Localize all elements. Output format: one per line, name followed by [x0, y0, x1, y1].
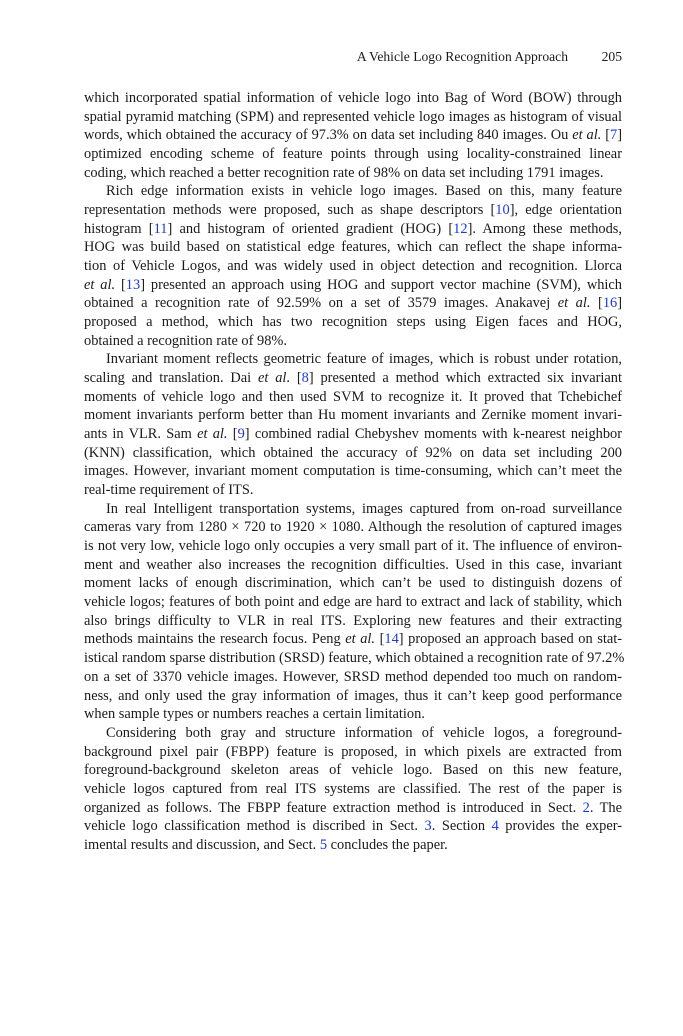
- text-span: In real Intelligent transportation systems, images captured from on-road surveillance: [106, 500, 622, 517]
- text-line: [84, 817, 622, 836]
- text-line: [84, 108, 622, 127]
- italic-text: et al.: [197, 426, 228, 443]
- citation-link[interactable]: 5: [319, 836, 328, 853]
- text-span: ment and weather also increases the recognition difficulties. Used in this case, invariant: [84, 556, 622, 573]
- citation-link[interactable]: 9: [237, 426, 245, 443]
- text-span: moment invariants perform better than Hu moment invariants and Zernike moment invari-: [84, 407, 622, 424]
- citation-link[interactable]: 3: [424, 818, 432, 835]
- text-line: [84, 164, 622, 183]
- text-line: [84, 332, 622, 351]
- text-span: [: [227, 426, 238, 443]
- text-span: Invariant moment reflects geometric feature of images, which is robust under rotation,: [106, 351, 622, 368]
- text-span: ants in VLR. Sam: [84, 426, 198, 443]
- text-span: ness, and only used the gray information of images, thus it can’t keep good performance: [84, 687, 622, 704]
- text-span: concludes the paper.: [327, 836, 448, 853]
- text-span: images. However, invariant moment computation is time-consuming, which can’t meet the: [84, 463, 622, 480]
- text-line: [84, 89, 622, 108]
- text-span: ], edge orientation: [509, 202, 622, 219]
- text-line: [84, 425, 622, 444]
- text-line: [84, 126, 622, 145]
- text-span: representation methods were proposed, such as shape descriptors [: [84, 202, 496, 219]
- text-span: ] presented an approach using HOG and support vector machine (SVM), which: [140, 276, 622, 293]
- text-span: ] presented a method which extracted six invariant: [308, 370, 622, 387]
- text-line: [84, 612, 622, 631]
- text-span: ]: [617, 127, 622, 144]
- text-span: [: [115, 276, 126, 293]
- text-line: [84, 350, 622, 369]
- text-line: [84, 481, 622, 500]
- text-line: [84, 724, 622, 743]
- text-line: [84, 294, 622, 313]
- text-line: [84, 780, 622, 799]
- text-line: [84, 687, 622, 706]
- text-line: [84, 743, 622, 762]
- text-line: [84, 276, 622, 295]
- text-span: ] and histogram of oriented gradient (HOG) [: [167, 220, 454, 237]
- text-span: moment lacks of enough discrimination, which can’t be used to distinguish dozens of: [84, 575, 622, 592]
- text-line: [84, 630, 622, 649]
- running-head: [84, 49, 622, 67]
- text-span: coding, which reached a better recognition rate of 98% on data set including 1791 images.: [84, 164, 604, 181]
- text-line: [84, 257, 622, 276]
- text-span: background pixel pair (FBPP) feature is proposed, in which pixels are extracted from: [84, 743, 622, 760]
- text-span: provides the exper-: [498, 818, 622, 835]
- paragraph: [84, 724, 622, 855]
- text-span: . [: [286, 370, 302, 387]
- text-line: [84, 388, 622, 407]
- text-line: [84, 145, 622, 164]
- paragraph: [84, 350, 622, 499]
- text-span: vehicle logos; features of both point and edge are hard to extract and lack of stability, which: [84, 594, 622, 611]
- text-line: [84, 556, 622, 575]
- text-span: also brings difficulty to VLR in real ITS. Exploring new features and their extracting: [84, 612, 622, 629]
- text-line: [84, 649, 625, 668]
- text-span: histogram [: [84, 220, 154, 237]
- text-span: [: [375, 631, 385, 648]
- text-span: [: [590, 295, 603, 312]
- text-span: foreground-background skeleton areas of vehicle logo. Based on this new feature,: [84, 762, 622, 779]
- citation-link[interactable]: 12: [453, 220, 468, 237]
- text-line: [84, 462, 622, 481]
- citation-link[interactable]: 11: [153, 220, 168, 237]
- text-span: [: [601, 127, 610, 144]
- text-span: Considering both gray and structure information of vehicle logos, a foreground-: [106, 724, 622, 741]
- text-line: [84, 836, 622, 855]
- text-line: [84, 537, 622, 556]
- text-span: imental results and discussion, and Sect.: [84, 836, 320, 853]
- text-span: moments of vehicle logo and then used SVM to recognize it. It proved that Tchebichef: [84, 388, 622, 405]
- italic-text: et al.: [557, 295, 591, 312]
- citation-link[interactable]: 8: [301, 370, 309, 387]
- text-span: ] combined radial Chebyshev moments with k-nearest neighbor: [244, 426, 623, 443]
- text-span: on a set of 3370 vehicle images. However, SRSD method depended too much on random-: [84, 668, 622, 685]
- citation-link[interactable]: 10: [495, 202, 510, 219]
- citation-link[interactable]: 14: [384, 631, 399, 648]
- text-span: . Section: [431, 818, 492, 835]
- text-span: optimized encoding scheme of feature points through using locality-constrained linear: [84, 146, 622, 163]
- text-span: obtained a recognition rate of 92.59% on a set of 3579 images. Anakavej: [84, 295, 558, 312]
- text-line: [84, 668, 622, 687]
- text-span: istical random sparse distribution (SRSD) feature, which obtained a recognition rate of 97.2%: [84, 650, 625, 667]
- body-text: [84, 89, 625, 855]
- text-span: which incorporated spatial information of vehicle logo into Bag of Word (BOW) through: [84, 90, 622, 106]
- page-number: 205: [601, 49, 622, 64]
- citation-link[interactable]: 13: [125, 276, 141, 293]
- text-span: ] proposed an approach based on stat-: [398, 631, 623, 648]
- text-line: [84, 313, 622, 332]
- citation-link[interactable]: 7: [610, 127, 618, 144]
- text-line: [84, 369, 622, 388]
- text-span: tion of Vehicle Logos, and was widely used in object detection and recognition. Llorca: [84, 258, 622, 275]
- text-span: ]: [617, 295, 623, 312]
- text-line: [84, 500, 622, 519]
- text-line: [84, 518, 622, 537]
- text-span: is not very low, vehicle logo only occupies a very small part of it. The influence of environ-: [84, 538, 622, 555]
- text-span: scaling and translation. Dai: [84, 370, 258, 387]
- text-line: [84, 705, 622, 724]
- paragraph: [84, 182, 622, 350]
- text-span: vehicle logos captured from real ITS systems are classified. The rest of the paper is: [84, 780, 622, 797]
- paragraph: [84, 89, 622, 182]
- citation-link[interactable]: 16: [602, 295, 618, 312]
- text-span: when sample types or numbers reaches a certain limitation.: [84, 706, 425, 723]
- text-span: methods maintains the research focus. Peng: [84, 631, 346, 648]
- text-line: [84, 406, 622, 425]
- italic-text: et al.: [572, 127, 602, 144]
- text-span: Rich edge information exists in vehicle logo images. Based on this, many feature: [106, 183, 622, 200]
- running-title: A Vehicle Logo Recognition Approach: [356, 49, 568, 64]
- text-span: organized as follows. The FBPP feature extraction method is introduced in Sect.: [84, 799, 583, 816]
- italic-text: et al: [257, 370, 287, 387]
- text-span: proposed a method, which has two recognition steps using Eigen faces and HOG,: [84, 314, 622, 331]
- text-span: cameras vary from 1280 × 720 to 1920 × 1080. Although the resolution of captured images: [84, 519, 622, 536]
- citation-link[interactable]: 2: [582, 799, 590, 816]
- text-span: ]. Among these methods,: [467, 220, 623, 237]
- text-span: vehicle logo classification method is discribed in Sect.: [84, 818, 425, 835]
- text-span: spatial pyramid matching (SPM) and represented vehicle logo images as histogram of visual: [84, 108, 622, 125]
- text-span: (KNN) classification, which obtained the accuracy of 92% on data set including 200: [84, 444, 622, 461]
- text-line: [84, 238, 622, 257]
- text-span: HOG was build based on statistical edge features, which can reflect the shape informa-: [84, 239, 622, 256]
- text-span: real-time requirement of ITS.: [84, 482, 254, 499]
- text-line: [84, 201, 622, 220]
- text-line: [84, 444, 622, 463]
- text-line: [84, 799, 622, 818]
- paragraph: [84, 500, 625, 724]
- text-line: [84, 761, 622, 780]
- text-line: [84, 593, 622, 612]
- text-span: . The: [589, 799, 622, 816]
- text-span: obtained a recognition rate of 98%.: [84, 332, 287, 349]
- text-span: words, which obtained the accuracy of 97.3% on data set including 840 images. Ou: [84, 127, 573, 144]
- text-line: [84, 574, 622, 593]
- citation-link[interactable]: 4: [491, 818, 499, 835]
- text-line: [84, 182, 622, 201]
- text-line: [84, 220, 622, 239]
- italic-text: et al.: [345, 631, 375, 648]
- italic-text: et al.: [84, 276, 116, 293]
